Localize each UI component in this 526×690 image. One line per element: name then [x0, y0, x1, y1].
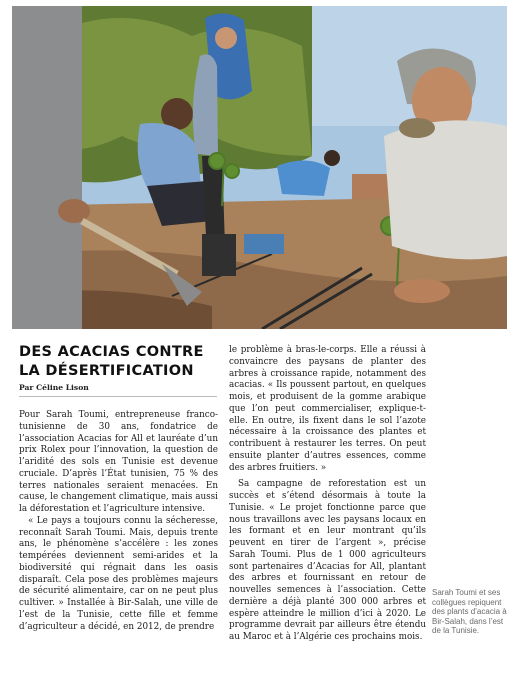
body-paragraph: le problème à bras-le-corps. Elle a réussi à convaincre des paysans de planter des arbres à croissance rapide, notamment des acacias. « Ils poussent partout, en quelques mois, et produisent de la gomme arabique que l’on peut commercialiser, explique-t-elle. En outre, ils fixent dans le sol l’azote nécessaire à la croissance des plantes et contribuent à restaurer les terres. On peut ensuite planter d’autres essences, comme des arbres fruitiers. »: [229, 345, 426, 473]
byline-divider: [19, 396, 217, 397]
article-photo: [12, 6, 507, 329]
article-byline: Par Céline Lison: [19, 383, 89, 392]
body-column-2: [229, 345, 426, 644]
photo-caption: Sarah Toumi et ses collègues repiquent des plants d’acacia à Bir-Salah, dans l’est de la Tunisie.: [432, 588, 507, 636]
body-paragraph: Pour Sarah Toumi, entrepreneuse franco-tunisienne de 30 ans, fondatrice de l’association Acacias for All et lauréate d’un prix Rolex pour l’innovation, la question de l’aridité des sols en Tunisie est devenue cruciale. D’après l’État tunisien, 75 % des terres nationales seraient menacées. En cause, le changement climatique, mais aussi la déforestation et l’agriculture intensive.: [19, 410, 218, 514]
article-headline: DES ACACIAS CONTRE LA DÉSERTIFICATION: [19, 344, 204, 379]
body-paragraph: Sa campagne de reforestation est un succès et s’étend désormais à toute la Tunisie. « Le projet fonctionne parce que nous travaillons avec les paysans locaux en les formant et en leur montrant qu’ils peuvent en tirer de l’argent », précise Sarah Toumi. Plus de 1 000 agriculteurs sont partenaires d’Acacias for All, plantant des arbres et fournissant en retour de nouvelles semences à l’association. Cette dernière a déjà planté 300 000 arbres et espère atteindre le million d’ici à 2020. Le programme devrait par ailleurs être étendu au Maroc et à l’Algérie ces prochains mois.: [229, 479, 426, 642]
planting-scene-illustration: [12, 6, 507, 329]
body-paragraph: « Le pays a toujours connu la sécheresse, reconnaît Sarah Toumi. Mais, depuis trente ans, le phénomène s’accélère : les zones tempérées deviennent semi-arides et la biodiversité qui régnait dans les oasis disparaît. Cela pose des problèmes majeurs de sécurité alimentaire, car on ne peut plus cultiver. » Installée à Bir-Salah, une ville de l’est de la Tunisie, cette fille et femme d’agriculteur a décidé, en 2012, de prendre: [19, 515, 218, 632]
body-column-1: [19, 410, 218, 633]
